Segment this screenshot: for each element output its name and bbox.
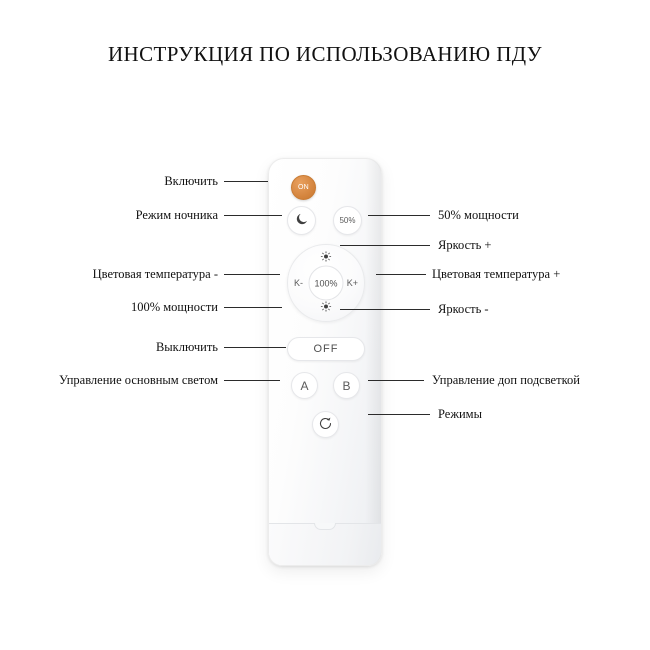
leader-line-color-temp-minus <box>224 274 280 275</box>
remote-control-body <box>268 158 382 566</box>
callout-main-light: Управление основным светом <box>58 373 218 387</box>
callout-modes: Режимы <box>438 407 482 421</box>
leader-line-off <box>224 347 286 348</box>
callout-color-temp-minus: Цветовая температура - <box>92 267 218 281</box>
callout-brightness-up: Яркость + <box>438 238 492 252</box>
refresh-icon <box>318 416 333 434</box>
dial-brightness-down[interactable] <box>321 301 332 315</box>
battery-cover <box>269 523 381 565</box>
leader-line-brightness-down <box>340 309 430 310</box>
dial-center-label: 100% <box>314 278 338 288</box>
leader-line-main-light <box>224 380 280 381</box>
cycle-button[interactable] <box>312 411 339 438</box>
dial-k-minus-label: K- <box>294 278 303 288</box>
on-button[interactable] <box>291 175 316 200</box>
leader-line-brightness-up <box>340 245 430 246</box>
moon-icon <box>295 212 309 229</box>
callout-off: Выключить <box>155 340 218 354</box>
dial-k-plus-label: K+ <box>346 278 358 288</box>
leader-line-color-temp-plus <box>376 274 426 275</box>
on-button-label: ON <box>297 184 310 191</box>
a-button[interactable] <box>291 372 318 399</box>
callout-color-temp-plus: Цветовая температура + <box>432 267 561 281</box>
dial-brightness-up[interactable] <box>321 251 332 265</box>
b-button-label: B <box>342 378 351 393</box>
night-mode-button[interactable] <box>287 206 316 235</box>
dial-center[interactable] <box>309 266 344 301</box>
callout-fifty-power: 50% мощности <box>438 208 519 222</box>
callout-brightness-down: Яркость - <box>438 302 489 316</box>
dial-pad[interactable] <box>287 244 365 322</box>
leader-line-on <box>224 181 268 182</box>
a-button-label: A <box>300 378 309 393</box>
callout-full-power: 100% мощности <box>130 300 218 314</box>
leader-line-extra-light <box>368 380 424 381</box>
battery-cover-notch <box>314 523 336 530</box>
fifty-percent-button[interactable] <box>333 206 362 235</box>
callout-night-mode: Режим ночника <box>135 208 218 222</box>
leader-line-night-mode <box>224 215 282 216</box>
dial-k-plus[interactable] <box>347 278 358 288</box>
page-title: ИНСТРУКЦИЯ ПО ИСПОЛЬЗОВАНИЮ ПДУ <box>107 42 543 66</box>
sun-icon <box>321 303 332 315</box>
callout-extra-light: Управление доп подсветкой <box>432 373 580 387</box>
dial-k-minus[interactable] <box>294 278 303 288</box>
off-button[interactable] <box>287 337 365 361</box>
off-button-label: OFF <box>313 343 339 355</box>
fifty-percent-label: 50% <box>339 216 356 225</box>
leader-line-fifty-power <box>368 215 430 216</box>
leader-line-modes <box>368 414 430 415</box>
remote-edge-shading <box>365 159 381 565</box>
b-button[interactable] <box>333 372 360 399</box>
sun-icon <box>321 253 332 265</box>
callout-on: Включить <box>164 174 218 188</box>
leader-line-full-power <box>224 307 282 308</box>
